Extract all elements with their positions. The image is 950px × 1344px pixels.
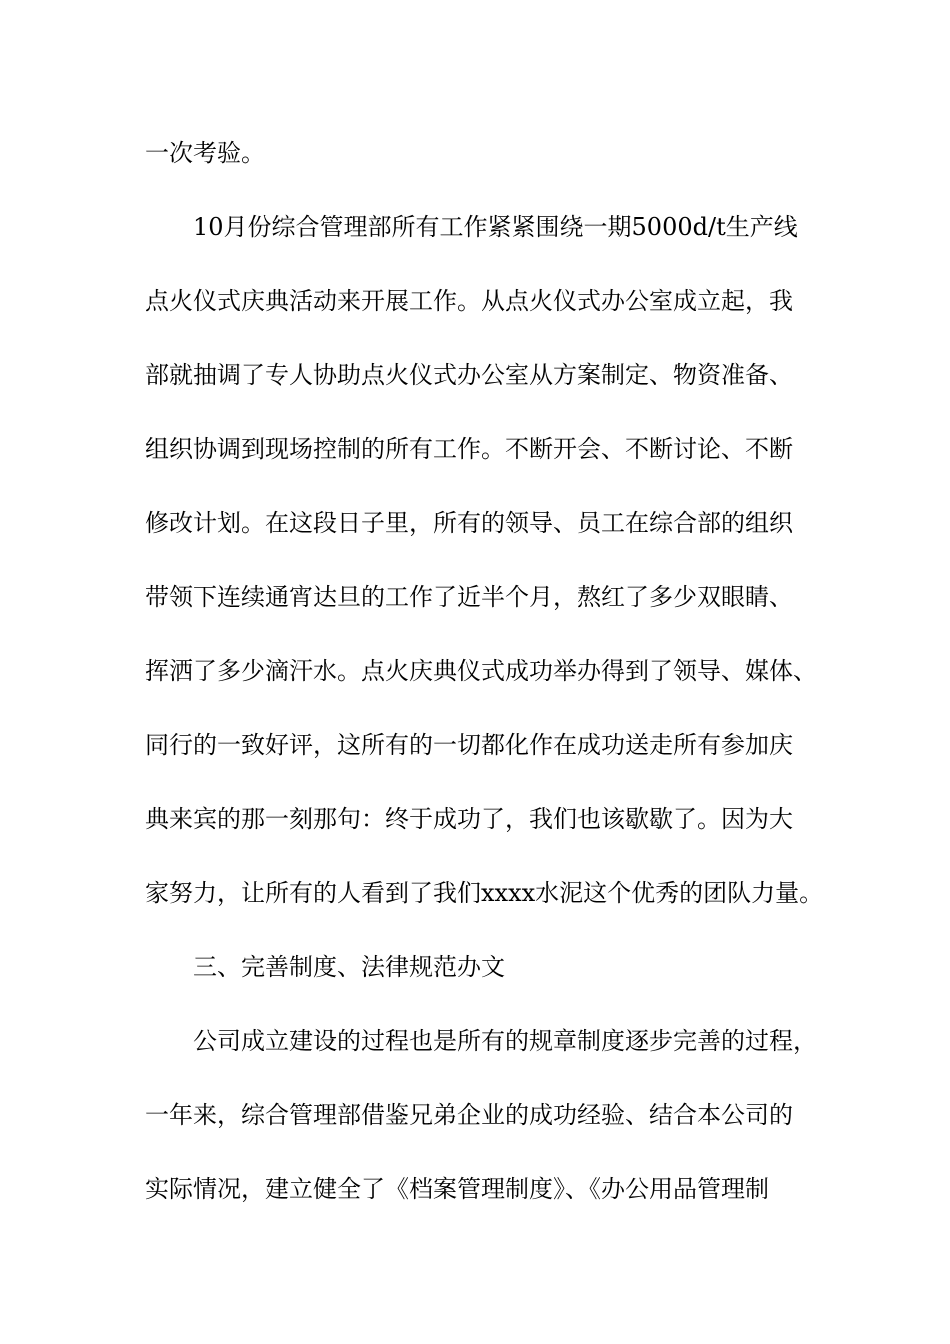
section-heading: 三、完善制度、法律规范办文 xyxy=(193,953,505,981)
text-line-1: 一次考验。 xyxy=(145,139,265,167)
text-line-5: 组织协调到现场控制的所有工作。不断开会、不断讨论、不断 xyxy=(145,435,793,463)
text-line-6: 修改计划。在这段日子里，所有的领导、员工在综合部的组织 xyxy=(145,509,793,537)
text-line-9: 同行的一致好评，这所有的一切都化作在成功送走所有参加庆 xyxy=(145,731,793,759)
text-line-15: 实际情况，建立健全了《档案管理制度》、《办公用品管理制 xyxy=(145,1175,769,1203)
text-line-4: 部就抽调了专人协助点火仪式办公室从方案制定、物资准备、 xyxy=(145,361,793,389)
text-line-8: 挥洒了多少滴汗水。点火庆典仪式成功举办得到了领导、媒体、 xyxy=(145,657,817,685)
text-line-7: 带领下连续通宵达旦的工作了近半个月，熬红了多少双眼睛、 xyxy=(145,583,793,611)
text-line-3: 点火仪式庆典活动来开展工作。从点火仪式办公室成立起，我 xyxy=(145,287,793,315)
text-line-10: 典来宾的那一刻那句：终于成功了，我们也该歇歇了。因为大 xyxy=(145,805,793,833)
text-line-2: 10月份综合管理部所有工作紧紧围绕一期5000d/t生产线 xyxy=(193,213,798,241)
text-line-13: 公司成立建设的过程也是所有的规章制度逐步完善的过程， xyxy=(193,1027,817,1055)
text-line-11: 家努力，让所有的人看到了我们xxxx水泥这个优秀的团队力量。 xyxy=(145,879,824,907)
text-line-14: 一年来，综合管理部借鉴兄弟企业的成功经验、结合本公司的 xyxy=(145,1101,793,1129)
